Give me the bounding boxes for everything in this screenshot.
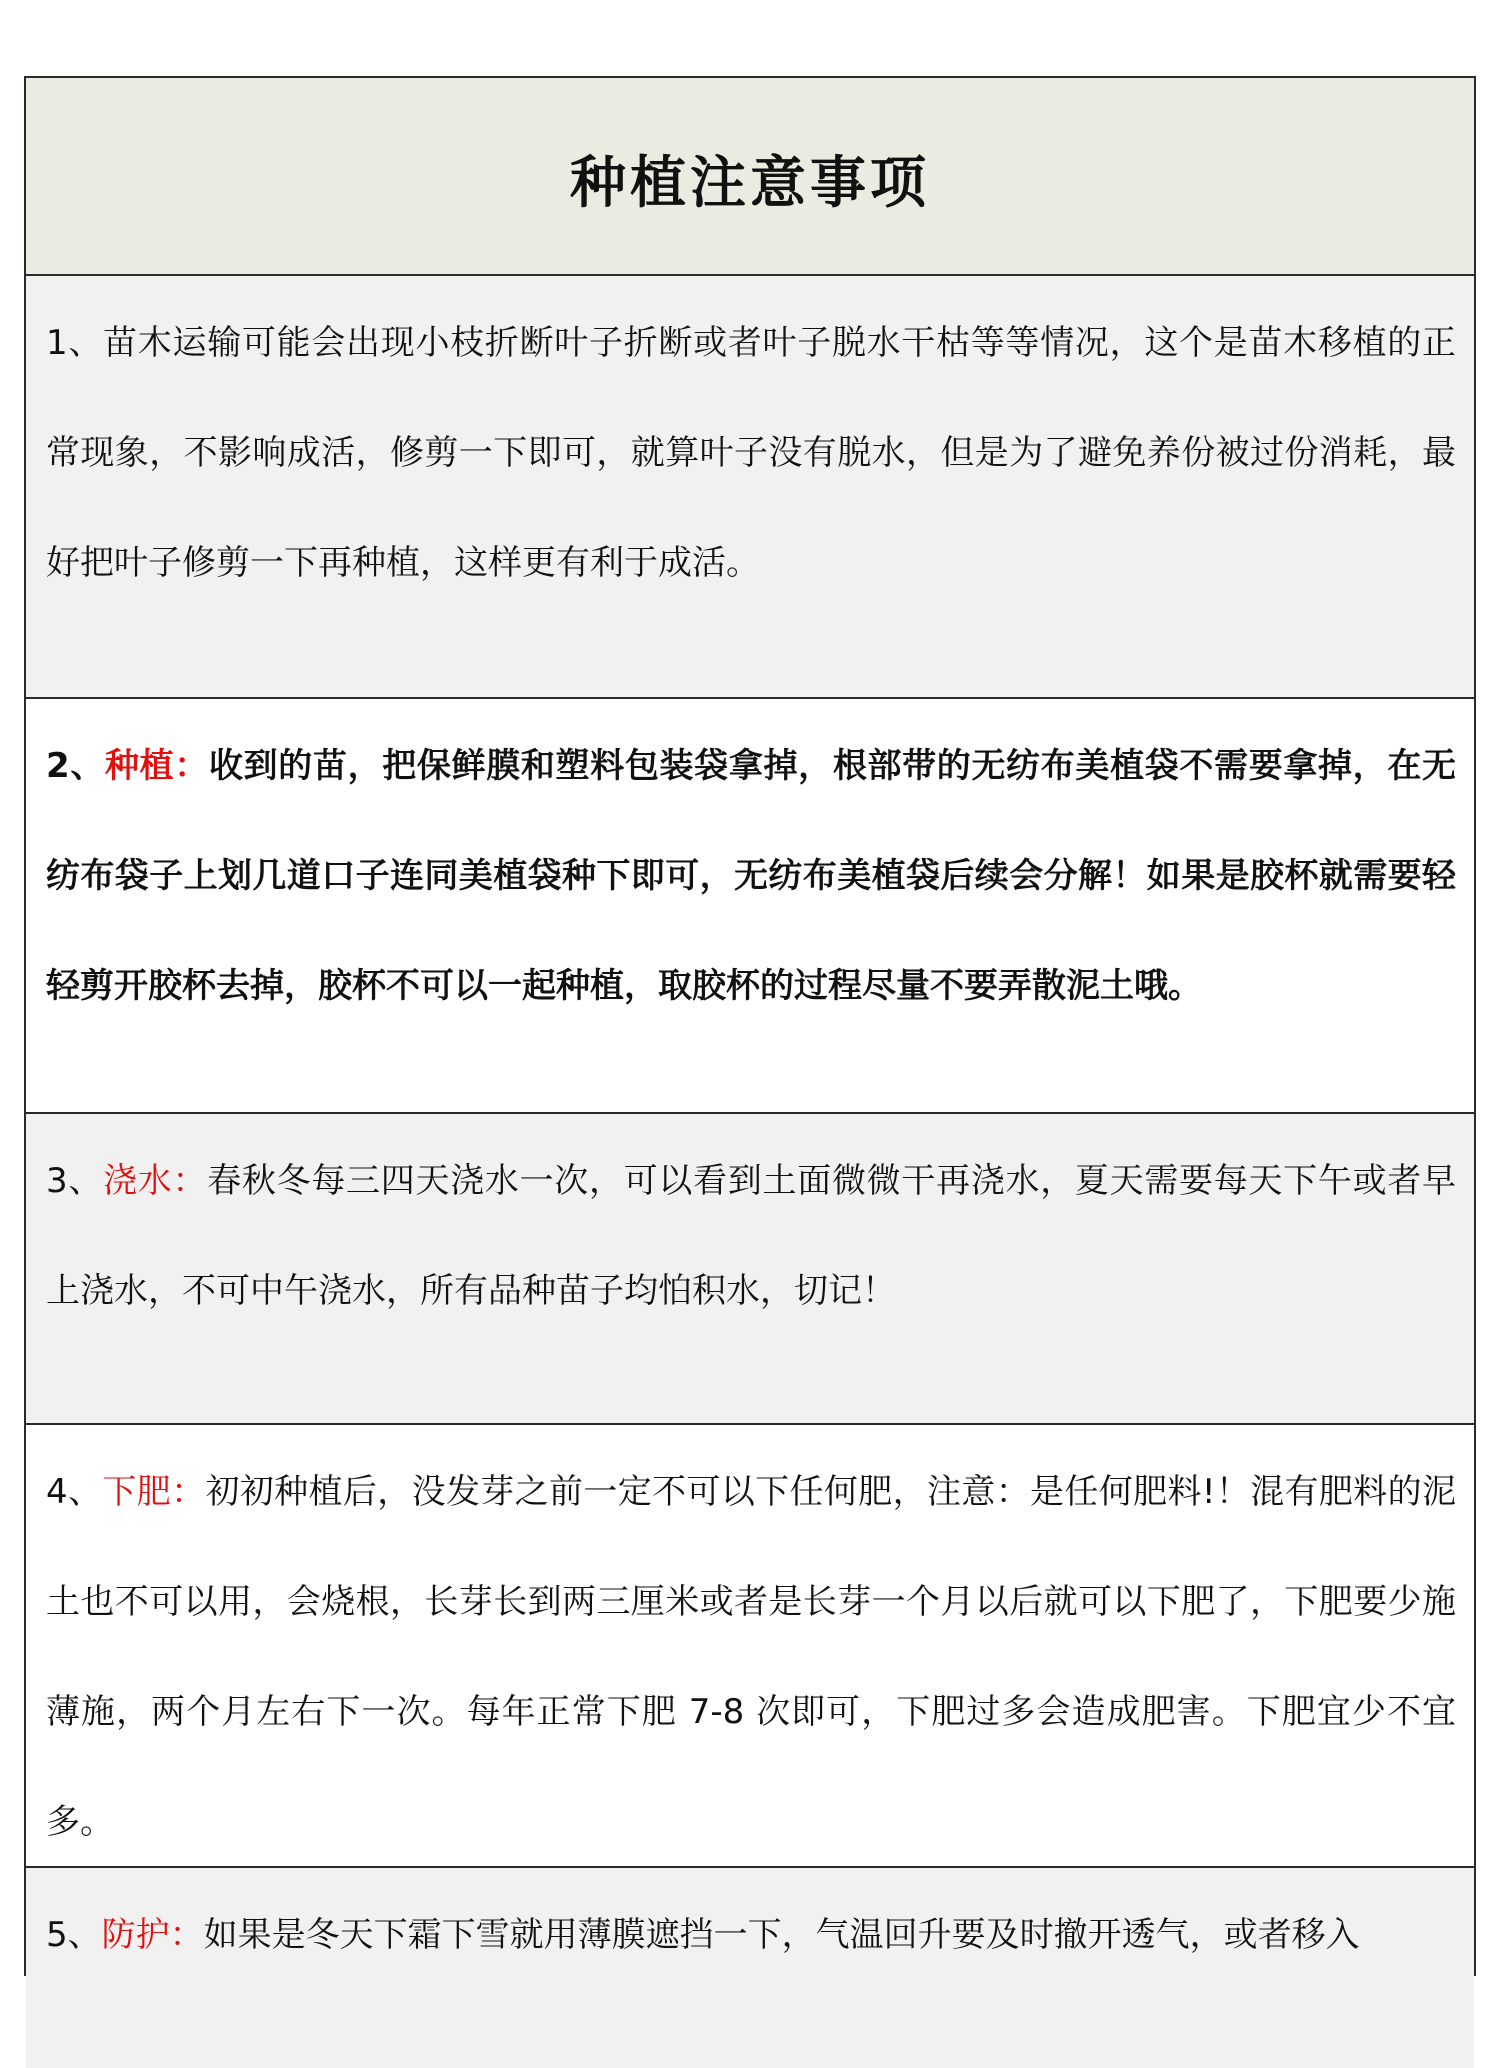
item-paragraph [46, 711, 1456, 1041]
item-number: 3、 [46, 1161, 104, 1201]
item-text: 初初种植后，没发芽之前一定不可以下任何肥，注意：是任何肥料!！混有肥料的泥土也不可以用，会烧根，长芽长到两三厘米或者是长芽一个月以后就可以下肥了，下肥要少施薄施，两个月左右下一次。每年正常下肥 7-8 次即可，下肥过多会造成肥害。下肥宜少不宜多。 [46, 1472, 1456, 1842]
item-text: 如果是冬天下霜下雪就用薄膜遮挡一下，气温回升要及时撤开透气，或者移入 [203, 1915, 1360, 1955]
item-keyword: 种植： [104, 746, 209, 786]
list-item [26, 1114, 1474, 1425]
item-paragraph [46, 288, 1456, 618]
item-keyword: 浇水： [103, 1161, 208, 1201]
item-paragraph [46, 1126, 1456, 1346]
item-keyword: 防护： [101, 1915, 204, 1955]
item-paragraph [46, 1437, 1456, 1877]
item-text: 收到的苗，把保鲜膜和塑料包装袋拿掉，根部带的无纺布美植袋不需要拿掉，在无纺布袋子上划几道口子连同美植袋种下即可，无纺布美植袋后续会分解！如果是胶杯就需要轻轻剪开胶杯去掉，胶杯不可以一起种植，取胶杯的过程尽量不要弄散泥土哦。 [46, 746, 1457, 1006]
list-item [26, 1868, 1474, 2068]
notice-table [24, 76, 1476, 1976]
page-title: 种植注意事项 [570, 151, 930, 216]
list-item [26, 1425, 1474, 1868]
item-number: 5、 [46, 1915, 102, 1955]
list-item [26, 699, 1474, 1114]
item-keyword: 下肥： [102, 1472, 206, 1512]
item-text: 苗木运输可能会出现小枝折断叶子折断或者叶子脱水干枯等等情况，这个是苗木移植的正常现象，不影响成活，修剪一下即可，就算叶子没有脱水，但是为了避免养份被过份消耗，最好把叶子修剪一下再种植，这样更有利于成活。 [46, 323, 1457, 583]
item-text: 春秋冬每三四天浇水一次，可以看到土面微微干再浇水，夏天需要每天下午或者早上浇水，不可中午浇水，所有品种苗子均怕积水，切记！ [46, 1161, 1457, 1311]
item-number: 2、 [46, 746, 105, 786]
list-item [26, 276, 1474, 699]
title-header [26, 78, 1474, 276]
item-number: 4、 [46, 1472, 103, 1512]
item-number: 1、 [46, 323, 104, 363]
item-paragraph [46, 1880, 1456, 1990]
